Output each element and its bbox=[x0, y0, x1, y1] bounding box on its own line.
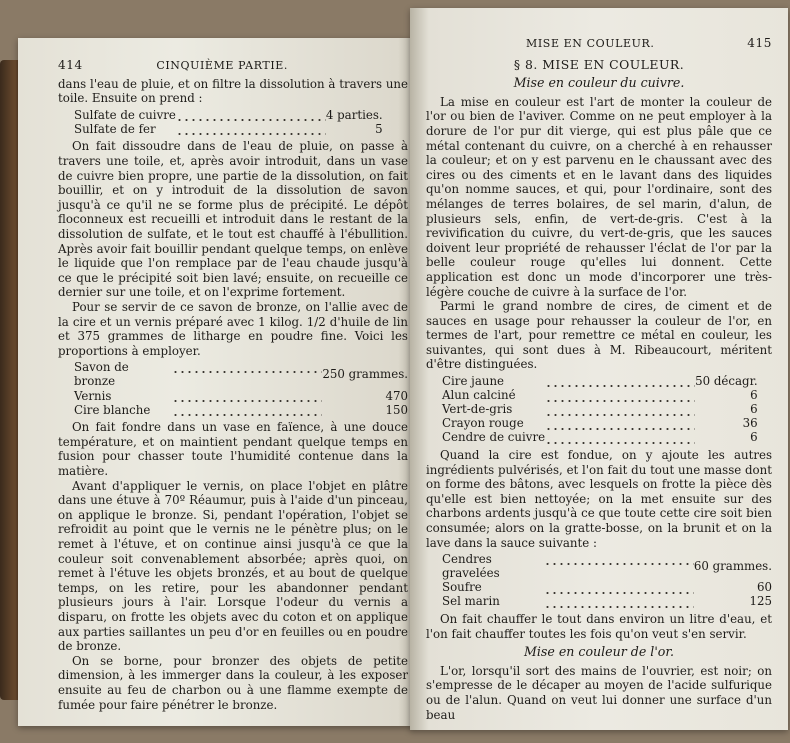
right-para-1: La mise en couleur est l'art de monter la couleur de l'or ou bien de l'aviver. Comme on ne peut employer à la dorure de l'or pur dit vierge, qui est plus pâle que ce métal contenant du cuivre, on a cherché à en rehausser la couleur; et on y est parvenu en le chaussant avec des cires ou des ciments et en le lavant dans des liquides qu'on nomme sauces, et qui, pour l'ordinaire, sont des mélanges de terres bolaires, de sel marin, d'alun, de plusieurs sels, enfin, de vert-de-gris. C'est à la revivification du cuivre, du vert-de-gris, que les sauces doivent leur propriété de rehausser l'éclat de l'or par la belle couleur rouge qu'elles lui donnent. Cette application est donc un mode d'incorporer une très-légère couche de cuivre à la surface de l'or. bbox=[426, 94, 772, 299]
page-number-right: 415 bbox=[747, 36, 772, 50]
left-intro: dans l'eau de pluie, et on filtre la dissolution à travers une toile. Ensuite on prend : bbox=[58, 76, 408, 106]
right-page bbox=[410, 8, 788, 730]
recipe-row bbox=[74, 389, 408, 403]
right-para-5: L'or, lorsqu'il sort des mains de l'ouvrier, est noir; on s'empresse de le décaper au moyen de l'acide sulfurique ou de l'alun. Quand on veut lui donner une surface d'un beau bbox=[426, 663, 772, 722]
ingredient-name: Sulfate de cuivre bbox=[74, 107, 176, 122]
recipe-row bbox=[442, 388, 758, 402]
ingredient-name: Cendre de cuivre bbox=[442, 430, 546, 445]
recipe-row bbox=[442, 594, 772, 608]
ingredient-name: Cire blanche bbox=[74, 402, 151, 417]
left-para-1: On fait dissoudre dans de l'eau de pluie, on passe à travers une toile, et, après avoir introduit, dans un vase de cuivre bien propre, une partie de la dissolution, on fait bouillir, et on y introduit de la dissolution de savon jusqu'à ce qu'il ne se forme plus de précipité. Le dépôt floconneux est recueilli et introduit dans le restant de la dissolution de sulfate, et le tout est chauffé à l'ébullition. Après avoir fait bouillir pendant quelque temps, on enlève le liquide que l'on remplace par de l'eau chaude jusqu'à ce que le précipité soit bien lavé; ensuite, on recueille ce dernier sur une toile, et on l'exprime fortement. bbox=[58, 139, 408, 300]
recipe-row bbox=[74, 122, 383, 136]
right-para-4: On fait chauffer le tout dans environ un litre d'eau, et l'on fait chauffer toutes les fois qu'on veut s'en servir. bbox=[426, 612, 772, 641]
right-header-title: MISE EN COULEUR. bbox=[526, 37, 655, 50]
recipe-row bbox=[442, 374, 758, 388]
ingredient-name: Cire jaune bbox=[442, 374, 505, 389]
ingredient-qty: 250 grammes. bbox=[322, 367, 408, 382]
right-running-header bbox=[426, 36, 772, 52]
left-para-3: On fait fondre dans un vase en faïence, à une douce température, et on maintient pendant quelque temps en fusion pour chasser toute l'humidité contenue dans la matière. bbox=[58, 420, 408, 479]
left-page-text bbox=[58, 58, 408, 712]
recipe-row bbox=[442, 430, 758, 444]
ingredient-name: Sel marin bbox=[442, 594, 500, 609]
recipe-table-3 bbox=[442, 374, 758, 445]
left-header-title: CINQUIÈME PARTIE. bbox=[156, 59, 288, 72]
ingredient-qty: 50 décagr. bbox=[695, 374, 758, 389]
ingredient-qty: 125 bbox=[749, 594, 772, 609]
right-para-3: Quand la cire est fondue, on y ajoute les autres ingrédients pulvérisés, et l'on fait du tout une masse dont on forme des bâtons, avec lesquels on frotte la pièce dès qu'elle est bien nettoyée; on la met ensuite sur des charbons ardents jusqu'à ce que toute cette cire soit bien consumée; alors on la gratte-bosse, on la brunit et on la lave dans la sauce suivante : bbox=[426, 448, 772, 550]
ingredient-name: Soufre bbox=[442, 580, 482, 595]
ingredient-name: Savon de bronze bbox=[74, 360, 129, 389]
ingredient-qty: 150 bbox=[385, 402, 408, 417]
page-number-left: 414 bbox=[58, 58, 83, 72]
left-para-2: Pour se servir de ce savon de bronze, on l'allie avec de la cire et un vernis préparé avec 1 kilog. 1/2 d'huile de lin et 375 grammes de litharge en poudre fine. Voici les proportions à employer. bbox=[58, 300, 408, 358]
recipe-table-1 bbox=[74, 108, 383, 137]
recipe-table-2 bbox=[74, 360, 408, 417]
ingredient-qty: 36 bbox=[742, 416, 758, 431]
recipe-row bbox=[442, 402, 758, 416]
recipe-row bbox=[442, 552, 772, 580]
left-para-5: On se borne, pour bronzer des objets de petite dimension, à les immerger dans la couleur, à les exposer ensuite au feu de charbon ou à une flamme exempte de fumée pour faire pénétrer le bronze. bbox=[58, 653, 408, 712]
subheading-or: Mise en couleur de l'or. bbox=[524, 644, 674, 660]
ingredient-name: Vert-de-gris bbox=[442, 402, 513, 417]
ingredient-qty: 4 parties. bbox=[325, 107, 383, 122]
section-heading: § 8. MISE EN COULEUR. bbox=[513, 56, 685, 72]
ingredient-name: Cendres gravelées bbox=[442, 552, 500, 581]
left-running-header bbox=[58, 58, 408, 74]
left-para-4: Avant d'appliquer le vernis, on place l'objet en plâtre dans une étuve à 70º Réaumur, puis à l'aide d'un pinceau, on applique le bronze. Si, pendant l'opération, l'objet se refroidit au point que le vernis ne le pénètre plus; on le remet à l'étuve, et on continue ainsi jusqu'à ce que la couleur soit convenablement absorbée; après quoi, on remet à l'étuve les objets bronzés, et au bout de quelque temps, on les retire, pour les abandonner pendant plusieurs jours à l'air. Lorsque l'odeur du vernis a disparu, on frotte les objets avec du coton et on applique aux parties saillantes un peu d'or en feuilles ou en poudre de bronze. bbox=[58, 478, 408, 654]
left-page bbox=[18, 38, 414, 726]
ingredient-name: Alun calciné bbox=[442, 388, 516, 403]
ingredient-qty: 60 grammes. bbox=[693, 559, 772, 574]
recipe-row bbox=[442, 416, 758, 430]
recipe-row bbox=[74, 403, 408, 417]
ingredient-qty: 470 bbox=[385, 388, 408, 403]
recipe-row bbox=[74, 360, 408, 388]
recipe-row bbox=[74, 108, 383, 122]
ingredient-qty: 6 bbox=[750, 388, 758, 403]
recipe-row bbox=[442, 580, 772, 594]
recipe-table-4 bbox=[442, 552, 772, 609]
ingredient-name: Sulfate de fer bbox=[74, 121, 156, 136]
ingredient-qty: 60 bbox=[756, 580, 772, 595]
ingredient-name: Vernis bbox=[74, 388, 112, 403]
ingredient-qty: 5 bbox=[375, 121, 383, 136]
right-para-2: Parmi le grand nombre de cires, de ciment et de sauces en usage pour rehausser la couleur de l'or, en termes de l'art, pour remettre ce métal en couleur, les suivantes, qui sont dues à M. Ribeaucourt, méritent d'être distinguées. bbox=[426, 299, 772, 372]
ingredient-name: Crayon rouge bbox=[442, 416, 524, 431]
ingredient-qty: 6 bbox=[750, 402, 758, 417]
ingredient-qty: 6 bbox=[750, 430, 758, 445]
right-page-text bbox=[426, 36, 772, 722]
subheading-cuivre: Mise en couleur du cuivre. bbox=[513, 75, 685, 91]
